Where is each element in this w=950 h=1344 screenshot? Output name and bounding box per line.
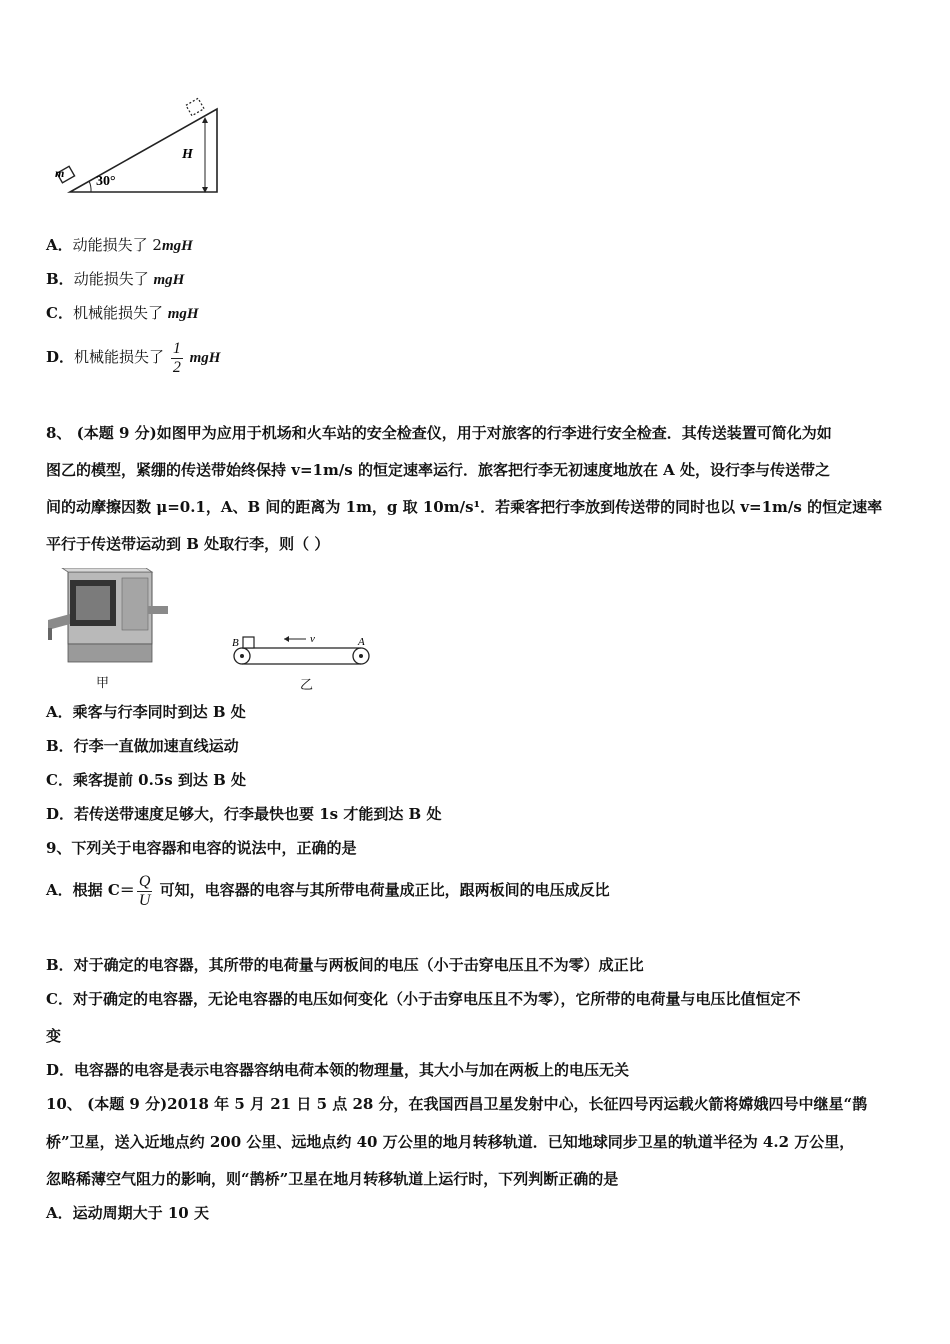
conveyor-belt-diagram: [228, 628, 378, 670]
label-m: m: [55, 166, 65, 180]
caption-jia: 甲: [96, 676, 110, 691]
q9-option-a: A．根据 C＝ $\frac{Q}{U}$ 可知，电容器的电容与其所带电荷量成正比，跟两板间的电压成反比: [46, 872, 610, 909]
fraction-q-over-u: $\frac{Q}{U}$: [138, 872, 151, 909]
label-h: H: [182, 147, 193, 162]
q10-option-a: A．运动周期大于 10 天: [46, 1204, 209, 1222]
q8-stem-line3: 间的动摩擦因数 μ=0.1，A、B 间的距离为 1m，g 取 10m/s¹．若乘客把行李放到传送带的同时也以 v=1m/s 的恒定速率: [46, 498, 883, 516]
q8-option-d: D．若传送带速度足够大，行李最快也要 1s 才能到达 B 处: [46, 805, 442, 823]
label-v: v: [310, 633, 315, 645]
q9-option-c-line1: C．对于确定的电容器，无论电容器的电压如何变化（小于击穿电压且不为零），它所带的电荷量与电压比值恒定不: [46, 990, 801, 1008]
q7-option-c: C．机械能损失了 mgH: [46, 304, 199, 322]
q10-stem-line2: 桥”卫星，送入近地点约 200 公里、远地点约 40 万公里的地月转移轨道．已知地球同步卫星的轨道半径为 4.2 万公里，: [46, 1133, 855, 1151]
block-top-dashed: [186, 98, 204, 115]
q8-stem-line4: 平行于传送带运动到 B 处取行李，则（ ）: [46, 535, 330, 553]
q9-option-c-line2: 变: [46, 1027, 62, 1045]
incline-figure: [55, 95, 230, 200]
q9-stem: 9、下列关于电容器和电容的说法中，正确的是: [46, 839, 357, 857]
q10-stem-line1: 10、 (本题 9 分)2018 年 5 月 21 日 5 点 28 分，在我国西昌卫星发射中心，长征四号丙运载火箭将嫦娥四号中继星“鹊: [46, 1095, 868, 1113]
q8-option-a: A．乘客与行李同时到达 B 处: [46, 703, 246, 721]
q7-option-a: A．动能损失了 2mgH: [46, 236, 193, 254]
q7-option-d: D．机械能损失了 $\frac{1}{2}$ mgH: [46, 339, 221, 376]
q9-option-b: B．对于确定的电容器，其所带的电荷量与两板间的电压（小于击穿电压且不为零）成正比: [46, 956, 644, 974]
q8-stem-line2: 图乙的模型，紧绷的传送带始终保持 v=1m/s 的恒定速率运行．旅客把行李无初速度地放在 A 处，设行李与传送带之: [46, 461, 831, 479]
luggage-box: [243, 637, 254, 648]
q10-stem-line3: 忽略稀薄空气阻力的影响，则“鹊桥”卫星在地月转移轨道上运行时，下列判断正确的是: [46, 1170, 619, 1188]
incline-triangle: [70, 109, 217, 192]
label-angle: 30°: [96, 174, 116, 189]
q7-option-b: B．动能损失了 mgH: [46, 270, 185, 288]
fraction-one-half: $\frac{1}{2}$: [172, 339, 181, 376]
q8-option-c: C．乘客提前 0.5s 到达 B 处: [46, 771, 247, 789]
label-b: B: [232, 637, 239, 649]
q8-option-b: B．行李一直做加速直线运动: [46, 737, 239, 755]
q9-option-d: D．电容器的电容是表示电容器容纳电荷本领的物理量，其大小与加在两板上的电压无关: [46, 1061, 630, 1079]
caption-yi: 乙: [300, 678, 314, 693]
label-a: A: [358, 636, 365, 648]
q8-stem-line1: 8、 (本题 9 分)如图甲为应用于机场和火车站的安全检查仪，用于对旅客的行李进行安全检查．其传送装置可简化为如: [46, 424, 832, 442]
security-scanner-image: [44, 568, 169, 666]
